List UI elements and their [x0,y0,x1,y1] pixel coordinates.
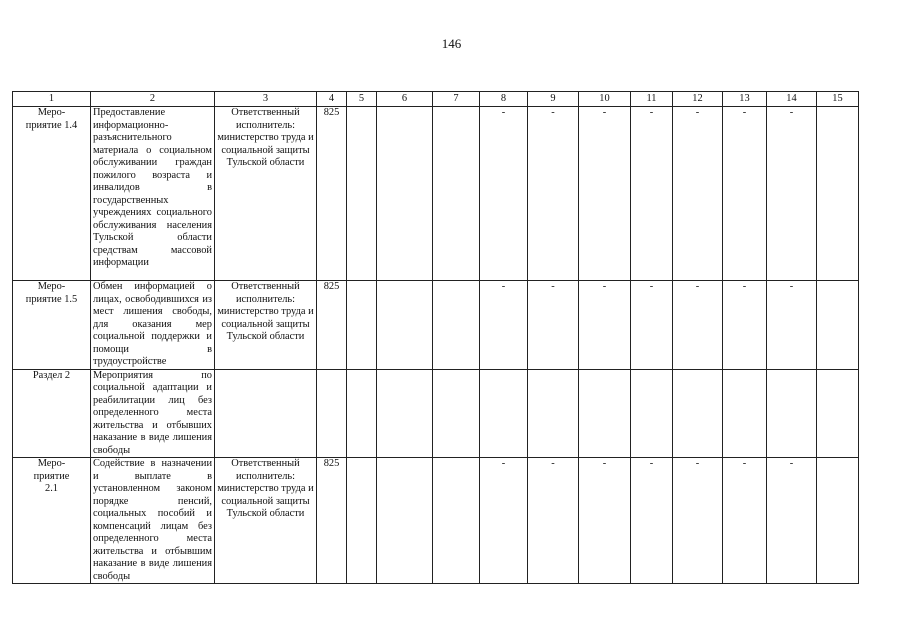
header-cell: 12 [673,92,723,107]
row-value-cell: - [631,107,673,281]
row-value-cell [817,369,859,458]
row-value-cell: - [480,458,528,584]
header-cell: 9 [528,92,579,107]
row-code: 825 [317,107,347,281]
row-value-cell: - [723,107,767,281]
header-cell: 14 [767,92,817,107]
row-code: 825 [317,458,347,584]
row-label-line: Меро- [37,281,66,292]
row-value-cell: - [673,458,723,584]
row-responsible [215,369,317,458]
row-value-cell [377,107,433,281]
row-responsible: Ответственный исполнитель: министерство труда и социальной защиты Тульской области [215,281,317,370]
row-value-cell: - [579,107,631,281]
row-value-cell [480,369,528,458]
row-value-cell: - [767,281,817,370]
row-responsible: Ответственный исполнитель: министерство труда и социальной защиты Тульской области [215,458,317,584]
row-value-cell [433,107,480,281]
row-value-cell [377,369,433,458]
row-value-cell [377,281,433,370]
header-row [13,92,859,107]
header-cell: 1 [13,92,91,107]
row-description: Содействие в назначении и выплате в установленном законом порядке пенсий, социальных пособий и компенсаций лицам без определенного места жительства и отбывшим наказание в виде лишения свободы [91,458,215,584]
row-label-line: приятие [33,470,70,482]
header-cell: 7 [433,92,480,107]
row-value-cell [347,107,377,281]
row-description: Мероприятия по социальной адаптации и реабилитации лиц без определенного места жительства и отбывших наказание в виде лишения свободы [91,369,215,458]
row-value-cell: - [579,458,631,584]
row-value-cell [579,369,631,458]
plan-table [12,91,859,584]
row-value-cell: - [579,281,631,370]
row-value-cell [673,369,723,458]
row-value-cell [347,458,377,584]
row-value-cell [347,369,377,458]
row-value-cell: - [673,281,723,370]
table-row [13,281,859,370]
row-value-cell: - [528,281,579,370]
row-value-cell [433,458,480,584]
row-value-cell [528,369,579,458]
header-cell: 4 [317,92,347,107]
row-value-cell: - [480,281,528,370]
table-row [13,369,859,458]
row-value-cell: - [528,458,579,584]
row-value-cell [767,369,817,458]
row-value-cell: - [767,107,817,281]
row-label-line: Меро- [37,107,66,118]
row-label [13,107,91,281]
row-code [317,369,347,458]
row-value-cell [817,107,859,281]
table-row [13,107,859,281]
row-label-line: Раздел 2 [32,369,71,381]
row-value-cell [723,369,767,458]
row-value-cell [347,281,377,370]
row-label [13,369,91,458]
table-row [13,458,859,584]
row-label [13,458,91,584]
row-label-line: Меро- [37,458,66,469]
header-cell: 2 [91,92,215,107]
header-cell: 5 [347,92,377,107]
row-label-line: приятие 1.4 [25,119,78,131]
header-cell: 6 [377,92,433,107]
row-value-cell: - [528,107,579,281]
header-cell: 13 [723,92,767,107]
row-label-line: приятие 1.5 [25,293,78,305]
row-responsible: Ответственный исполнитель: министерство труда и социальной защиты Тульской области [215,107,317,281]
header-cell: 10 [579,92,631,107]
header-cell: 15 [817,92,859,107]
header-cell: 8 [480,92,528,107]
page-number: 146 [441,36,462,51]
header-cell: 3 [215,92,317,107]
row-label [13,281,91,370]
row-description: Предоставление информационно-разъяснительного материала о социальном обслуживании граждан пожилого возраста и инвалидов в государственных учреждениях социального обслуживания населения Тульской области средствам массовой информации [91,107,215,281]
row-value-cell: - [631,281,673,370]
row-value-cell [631,369,673,458]
row-description: Обмен информацией о лицах, освободившихся из мест лишения свободы, для оказания мер социальной поддержки и помощи в трудоустройстве [91,281,215,370]
row-value-cell: - [480,107,528,281]
row-value-cell: - [723,458,767,584]
row-value-cell: - [631,458,673,584]
row-value-cell [433,369,480,458]
row-label-line: 2.1 [45,483,58,494]
row-value-cell [377,458,433,584]
row-value-cell [433,281,480,370]
row-value-cell: - [673,107,723,281]
row-value-cell [817,281,859,370]
row-value-cell [817,458,859,584]
row-value-cell: - [767,458,817,584]
row-code: 825 [317,281,347,370]
row-value-cell: - [723,281,767,370]
header-cell: 11 [631,92,673,107]
